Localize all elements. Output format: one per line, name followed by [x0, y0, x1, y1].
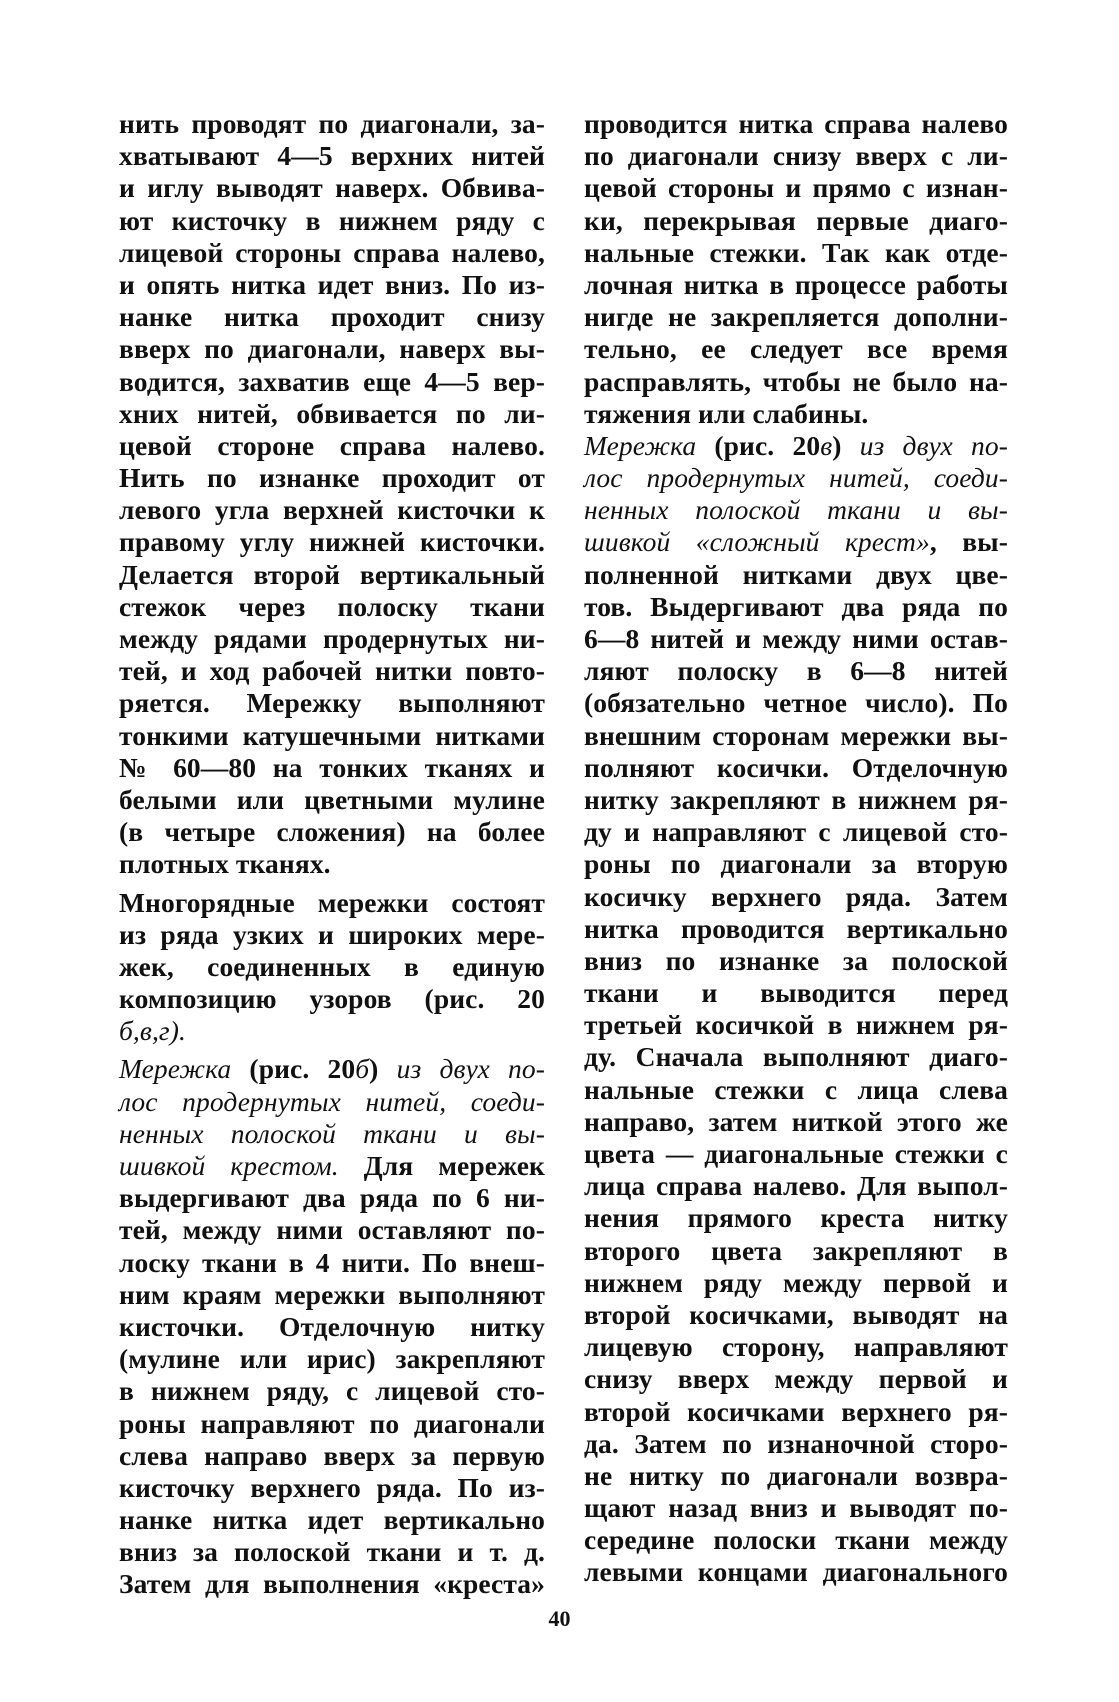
- text-segment: полненной нитками двух цве-: [584, 558, 1008, 590]
- text-line: [584, 977, 1008, 1009]
- text-segment: проводится нитка справа налево: [584, 108, 1008, 139]
- text-segment: второй косичками верхнего ря-: [584, 1395, 1008, 1427]
- text-segment: вниз за полоской ткани и т. д.: [119, 1536, 545, 1568]
- italic-text: в: [820, 429, 833, 461]
- italic-text: Мережка: [584, 429, 697, 461]
- text-segment: Нить по изнанке проходит от: [119, 462, 545, 494]
- text-segment: тов. Выдергивают два ряда по: [584, 590, 1008, 622]
- text-segment: ткани и выводится перед: [584, 977, 1008, 1009]
- text-line: [119, 526, 545, 558]
- text-line: [119, 848, 545, 880]
- text-segment: , вы-: [929, 526, 1009, 558]
- text-line: [584, 1331, 1008, 1363]
- text-segment: (обязательно четное число). По: [584, 687, 1008, 719]
- text-line: [584, 720, 1008, 752]
- text-line: [119, 430, 545, 462]
- text-segment: ): [369, 1053, 397, 1085]
- text-segment: третьей косичкой в нижнем ря-: [584, 1009, 1008, 1041]
- text-line: [584, 913, 1008, 945]
- italic-text: лос продернутых нитей, соеди-: [119, 1085, 545, 1117]
- text-line: [584, 172, 1008, 204]
- text-segment: ду и направляют с лицевой сто-: [584, 816, 1008, 848]
- text-line: [119, 1375, 545, 1407]
- text-line: [584, 1299, 1008, 1331]
- text-line: [584, 526, 1008, 558]
- text-line: [584, 462, 1008, 494]
- text-line: [584, 1202, 1008, 1234]
- text-line: [119, 752, 545, 784]
- italic-text: Мережка: [119, 1053, 232, 1085]
- text-line: [584, 494, 1008, 526]
- text-segment: 6—8 нитей и между ними остав-: [584, 623, 1008, 654]
- text-line: [584, 398, 1008, 430]
- text-line: [584, 1009, 1008, 1041]
- text-segment: № 60—80 на тонких тканях и: [119, 751, 545, 783]
- text-line: [119, 591, 545, 623]
- text-segment: середине полоски ткани между: [584, 1524, 1008, 1556]
- text-line: [119, 269, 545, 301]
- text-line: [584, 1106, 1008, 1138]
- text-line: [584, 687, 1008, 719]
- text-line: [119, 951, 545, 983]
- text-segment: и иглу выводят наверх. Обвива-: [119, 172, 545, 204]
- text-segment: Затем для выполнения «креста»: [119, 1568, 545, 1600]
- text-line: [584, 623, 1008, 655]
- text-segment: тонкими катушечными нитками: [119, 719, 545, 751]
- text-line: [119, 720, 545, 752]
- text-segment: Для мережек: [338, 1150, 545, 1181]
- text-segment: (мулине или ирис) закрепляют: [119, 1343, 545, 1375]
- text-line: [584, 140, 1008, 172]
- text-line: [119, 816, 545, 848]
- text-line: [119, 1182, 545, 1214]
- text-line: [119, 1150, 545, 1182]
- text-segment: расправлять, чтобы не было на-: [584, 365, 1008, 397]
- text-segment: роны по диагонали за вторую: [584, 848, 1008, 880]
- text-line: [584, 752, 1008, 784]
- text-line: [119, 1568, 545, 1600]
- text-segment: внешним сторонам мережки вы-: [584, 719, 1008, 751]
- text-segment: выдергивают два ряда по 6 ни-: [119, 1182, 545, 1214]
- text-line: [584, 269, 1008, 301]
- text-segment: левыми концами диагонального: [584, 1556, 1008, 1588]
- text-line: [119, 237, 545, 269]
- text-segment: ): [832, 429, 860, 461]
- text-line: [119, 205, 545, 237]
- text-segment: нанке нитка идет вертикально: [119, 1504, 545, 1536]
- text-line: [584, 1267, 1008, 1299]
- text-line: [119, 172, 545, 204]
- text-segment: Многорядные мережки состоят: [119, 886, 545, 918]
- text-segment: направо, затем ниткой этого же: [584, 1105, 1008, 1137]
- text-line: [584, 108, 1008, 140]
- text-line: [584, 784, 1008, 816]
- text-segment: нижнем ряду между первой и: [584, 1266, 1008, 1298]
- text-line: [119, 462, 545, 494]
- text-line: [584, 1170, 1008, 1202]
- text-line: [584, 1041, 1008, 1073]
- text-segment: лица справа налево. Для выпол-: [584, 1170, 1008, 1202]
- right-text-column: [584, 108, 1008, 1589]
- text-line: [584, 301, 1008, 333]
- text-line: [119, 623, 545, 655]
- text-line: [584, 655, 1008, 687]
- text-line: [584, 1363, 1008, 1395]
- text-segment: (рис. 20: [231, 1053, 356, 1085]
- italic-text: из двух по-: [396, 1053, 546, 1085]
- text-segment: цвета — диагональные стежки с: [584, 1138, 1008, 1169]
- text-line: [119, 301, 545, 333]
- text-line: [584, 1428, 1008, 1460]
- text-line: [119, 494, 545, 526]
- text-segment: нитка проводится вертикально: [584, 912, 1008, 944]
- page-number: 40: [548, 1606, 571, 1631]
- text-segment: косичку верхнего ряда. Затем: [584, 880, 1008, 912]
- text-line: [119, 1536, 545, 1568]
- text-segment: водится, захватив еще 4—5 вер-: [119, 365, 545, 397]
- text-line: [584, 559, 1008, 591]
- text-segment: кисточки. Отделочную нитку: [119, 1310, 545, 1342]
- text-segment: плотных тканях.: [119, 848, 331, 880]
- text-segment: вниз по изнанке за полоской: [584, 944, 1008, 976]
- text-line: [584, 1396, 1008, 1428]
- text-segment: тей, и ход рабочей нитки повто-: [119, 655, 545, 687]
- text-segment: снизу вверх между первой и: [584, 1363, 1008, 1395]
- text-line: [119, 1311, 545, 1343]
- text-line: [584, 333, 1008, 365]
- text-segment: из ряда узких и широких мере-: [119, 918, 545, 950]
- text-line: [584, 1138, 1008, 1170]
- text-line: [119, 983, 545, 1015]
- text-segment: тельно, ее следует все время: [584, 333, 1008, 365]
- text-segment: вверх по диагонали, наверх вы-: [119, 333, 545, 365]
- text-segment: полняют косички. Отделочную: [584, 751, 1008, 783]
- text-line: [584, 591, 1008, 623]
- text-segment: цевой стороны и прямо с изнан-: [584, 172, 1008, 204]
- text-segment: стежок через полоску ткани: [119, 590, 545, 622]
- text-line: [119, 1440, 545, 1472]
- text-segment: ним краям мережки выполняют: [119, 1278, 545, 1310]
- text-line: [584, 430, 1008, 462]
- text-line: [584, 237, 1008, 269]
- text-segment: композицию узоров (рис. 20: [119, 983, 545, 1015]
- text-line: [119, 140, 545, 172]
- text-segment: ляют полоску в 6—8 нитей: [584, 655, 1008, 687]
- text-line: [119, 559, 545, 591]
- text-segment: белыми или цветными мулине: [119, 783, 545, 815]
- text-line: [119, 1015, 545, 1047]
- text-line: [584, 1556, 1008, 1588]
- italic-text: шивкой «сложный крест»: [584, 526, 930, 558]
- italic-text: из двух по-: [859, 429, 1009, 461]
- text-segment: Делается второй вертикальный: [119, 558, 545, 590]
- text-segment: жек, соединенных в единую: [119, 950, 545, 982]
- text-segment: и опять нитка идет вниз. По из-: [119, 268, 545, 300]
- text-segment: лоску ткани в 4 нити. По внеш-: [119, 1246, 545, 1278]
- text-segment: нальные стежки с лица слева: [584, 1073, 1008, 1105]
- text-segment: хних нитей, обвивается по ли-: [119, 397, 545, 429]
- text-line: [119, 1214, 545, 1246]
- text-segment: нения прямого креста нитку: [584, 1202, 1008, 1234]
- text-line: [584, 945, 1008, 977]
- text-line: [119, 1053, 545, 1085]
- text-segment: ряется. Мережку выполняют: [119, 687, 545, 719]
- text-line: [119, 887, 545, 919]
- text-segment: нить проводят по диагонали, за-: [119, 108, 545, 139]
- text-line: [119, 919, 545, 951]
- text-line: [119, 687, 545, 719]
- text-line: [584, 366, 1008, 398]
- text-line: [584, 1074, 1008, 1106]
- text-line: [119, 655, 545, 687]
- text-line: [119, 1343, 545, 1375]
- text-segment: (рис. 20: [696, 429, 821, 461]
- text-segment: второго цвета закрепляют в: [584, 1234, 1008, 1266]
- text-line: [119, 1504, 545, 1536]
- text-line: [119, 398, 545, 430]
- text-line: [119, 366, 545, 398]
- text-segment: по диагонали снизу вверх с ли-: [584, 140, 1008, 172]
- text-segment: тей, между ними оставляют по-: [119, 1214, 545, 1246]
- text-line: [119, 333, 545, 365]
- text-segment: роны направляют по диагонали: [119, 1407, 545, 1439]
- text-line: [119, 1408, 545, 1440]
- text-segment: левого угла верхней кисточки к: [119, 494, 545, 526]
- text-line: [119, 1086, 545, 1118]
- italic-text: лос продернутых нитей, соеди-: [584, 462, 1008, 494]
- text-segment: ду. Сначала выполняют диаго-: [584, 1041, 1008, 1073]
- text-line: [584, 1492, 1008, 1524]
- italic-text: ненных полоской ткани и вы-: [119, 1117, 545, 1149]
- italic-text: шивкой крестом.: [119, 1150, 339, 1181]
- text-segment: в нижнем ряду, с лицевой сто-: [119, 1375, 545, 1407]
- text-line: [584, 816, 1008, 848]
- text-line: [584, 1524, 1008, 1556]
- text-segment: лочная нитка в процессе работы: [584, 268, 1008, 300]
- text-line: [584, 848, 1008, 880]
- text-line: [119, 1247, 545, 1279]
- text-line: [119, 108, 545, 140]
- text-segment: нигде не закрепляется дополни-: [584, 301, 1008, 333]
- text-line: [119, 784, 545, 816]
- text-segment: второй косичками, выводят на: [584, 1298, 1008, 1330]
- text-segment: не нитку по диагонали возвра-: [584, 1459, 1008, 1491]
- text-line: [119, 1472, 545, 1504]
- text-segment: кисточку верхнего ряда. По из-: [119, 1471, 545, 1503]
- text-segment: слева направо вверх за первую: [119, 1439, 545, 1471]
- text-segment: тяжения или слабины.: [584, 397, 869, 429]
- left-text-column: [119, 108, 545, 1601]
- text-segment: хватывают 4—5 верхних нитей: [119, 140, 545, 172]
- text-line: [584, 1460, 1008, 1492]
- text-line: [584, 205, 1008, 237]
- italic-text: б,в,г).: [119, 1015, 186, 1047]
- text-segment: щают назад вниз и выводят по-: [584, 1492, 1008, 1524]
- text-segment: нанке нитка проходит снизу: [119, 301, 545, 333]
- text-line: [584, 881, 1008, 913]
- text-segment: да. Затем по изнаночной сторо-: [584, 1427, 1008, 1459]
- text-segment: правому углу нижней кисточки.: [119, 526, 545, 558]
- text-segment: (в четыре сложения) на более: [119, 816, 545, 848]
- text-segment: ют кисточку в нижнем ряду с: [119, 204, 545, 236]
- text-segment: лицевую сторону, направляют: [584, 1331, 1008, 1363]
- italic-text: б: [355, 1053, 370, 1085]
- text-segment: между рядами продернутых ни-: [119, 623, 545, 654]
- text-segment: ки, перекрывая первые диаго-: [584, 204, 1008, 236]
- text-line: [584, 1235, 1008, 1267]
- text-segment: лицевой стороны справа налево,: [119, 236, 545, 268]
- text-segment: нитку закрепляют в нижнем ря-: [584, 783, 1008, 815]
- text-segment: нальные стежки. Так как отде-: [584, 236, 1008, 268]
- text-segment: цевой стороне справа налево.: [119, 429, 545, 461]
- text-line: [119, 1118, 545, 1150]
- italic-text: ненных полоской ткани и вы-: [584, 494, 1008, 526]
- text-line: [119, 1279, 545, 1311]
